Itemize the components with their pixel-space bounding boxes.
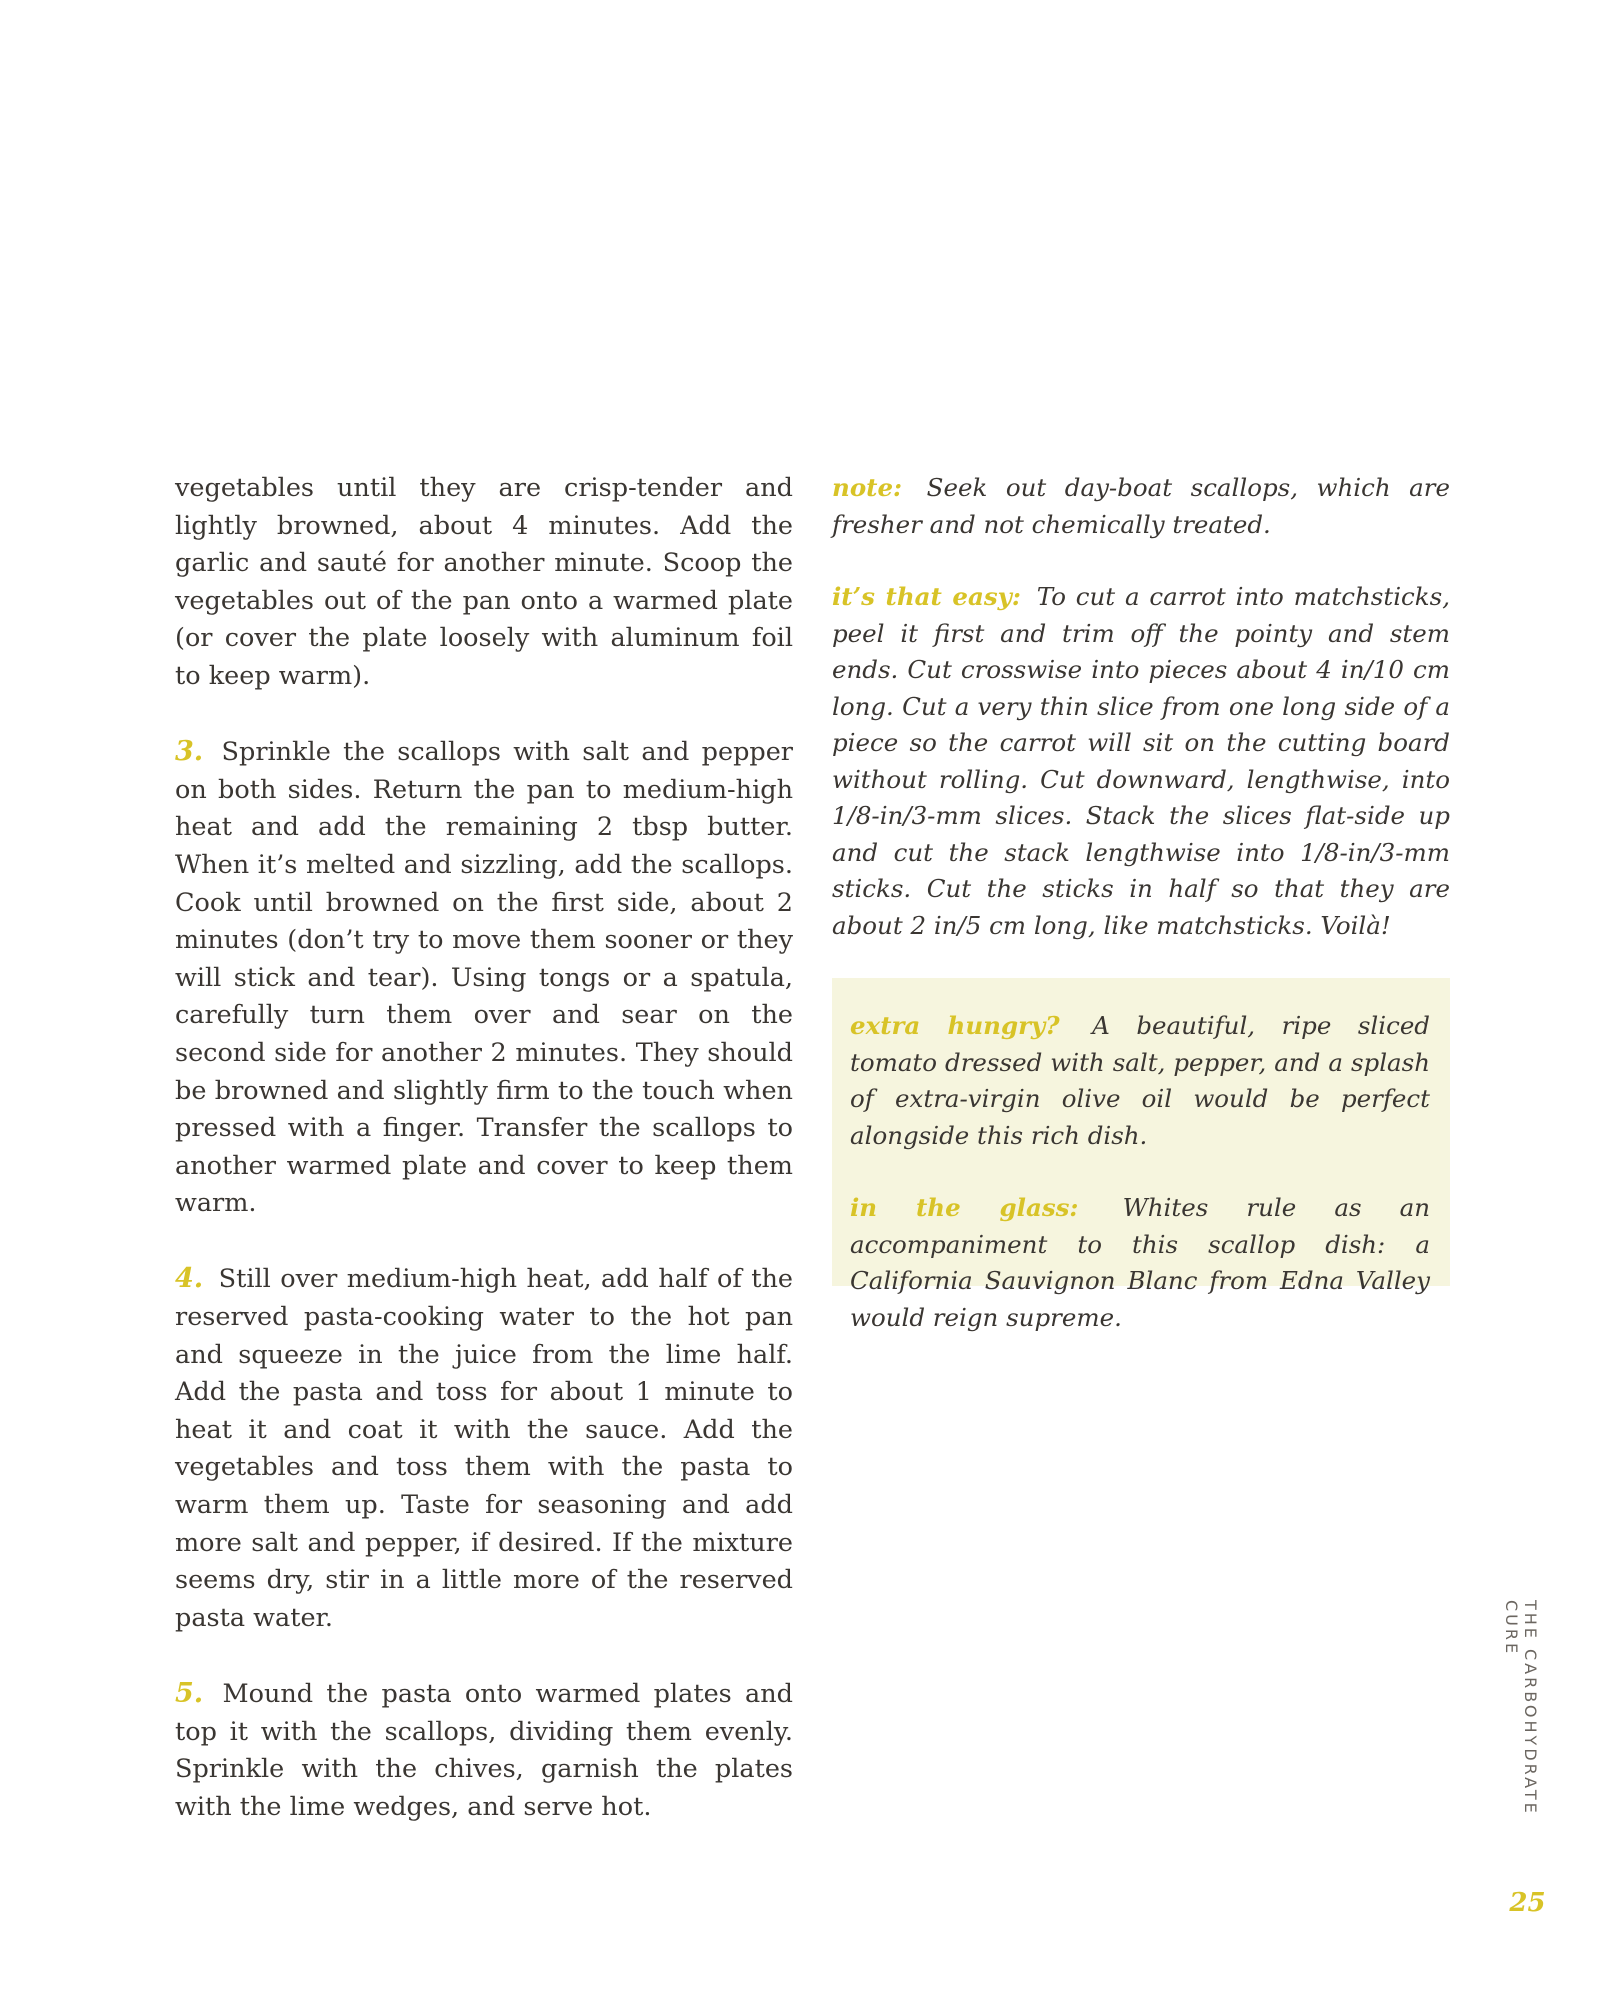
step-5-number: 5.	[175, 1678, 204, 1709]
step-continuation-text: vegetables until they are crisp-tender and lightly browned, about 4 minutes. Add the garlic and sauté for another minute. Scoop the vegetables out of the pan onto a warmed plate (or cover the plate loosely with aluminum foil to keep warm).	[175, 473, 793, 691]
page-number: 25	[1509, 1888, 1546, 1918]
easy-paragraph	[832, 579, 1450, 944]
in-the-glass-paragraph	[850, 1190, 1430, 1336]
note-paragraph	[832, 470, 1450, 543]
easy-label: it’s that easy:	[832, 582, 1021, 611]
running-head: THE CARBOHYDRATE CURE	[1502, 1600, 1540, 1816]
sidebar-box	[832, 978, 1450, 1332]
step-continuation	[175, 470, 793, 696]
extra-hungry-paragraph	[850, 1008, 1430, 1154]
note-text: Seek out day-boat scallops, which are fresher and not chemically treated.	[832, 473, 1450, 539]
step-4-text: Still over medium-high heat, add half of the reserved pasta-cooking water to the hot pan and squeeze in the juice from the lime half. Add the pasta and toss for about 1 minute to heat it and coat it with the sauce. Add the vegetables and toss them with the pasta to warm them up. Taste for seasoning and add more salt and pepper, if desired. If the mixture seems dry, stir in a little more of the reserved pasta water.	[175, 1264, 793, 1633]
step-5-text: Mound the pasta onto warmed plates and top it with the scallops, dividing them evenly. Sprinkle with the chives, garnish the plates with the lime wedges, and serve hot.	[175, 1679, 794, 1822]
note-label: note:	[832, 473, 903, 502]
step-4	[175, 1260, 793, 1637]
notes-column	[832, 470, 1450, 944]
in-the-glass-text: Whites rule as an accompaniment to this scallop dish: a California Sauvignon Blanc from Edna Valley would reign supreme.	[850, 1193, 1431, 1332]
recipe-steps-column	[175, 470, 793, 1864]
step-3-text: Sprinkle the scallops with salt and pepper on both sides. Return the pan to medium-high heat and add the remaining 2 tbsp butter. When it’s melted and sizzling, add the scallops. Cook until browned on the first side, about 2 minutes (don’t try to move them sooner or they will stick and tear). Using tongs or a spatula, carefully turn them over and sear on the second side for another 2 minutes. They should be browned and slightly firm to the touch when pressed with a finger. Transfer the scallops to another warmed plate and cover to keep them warm.	[175, 737, 793, 1219]
step-3-number: 3.	[175, 736, 204, 768]
step-3	[175, 733, 793, 1223]
step-4-number: 4.	[175, 1263, 204, 1295]
easy-text: To cut a carrot into matchsticks, peel it first and trim off the pointy and stem ends. Cut crosswise into pieces about 4 in/10 cm long. Cut a very thin slice from one long side of a piece so the carrot will sit on the cutting board without rolling. Cut downward, lengthwise, into 1/8-in/3-mm slices. Stack the slices flat-side up and cut the stack lengthwise into 1/8-in/3-mm sticks. Cut the sticks in half so that they are about 2 in/5 cm long, like matchsticks. Voilà!	[832, 582, 1450, 940]
extra-hungry-label: extra hungry?	[850, 1011, 1060, 1040]
in-the-glass-label: in the glass:	[850, 1193, 1079, 1222]
step-5	[175, 1675, 793, 1826]
extra-hungry-text: A beautiful, ripe sliced tomato dressed with salt, pepper, and a splash of extra-virgin olive oil would be perfect alongside this rich dish.	[850, 1011, 1430, 1150]
